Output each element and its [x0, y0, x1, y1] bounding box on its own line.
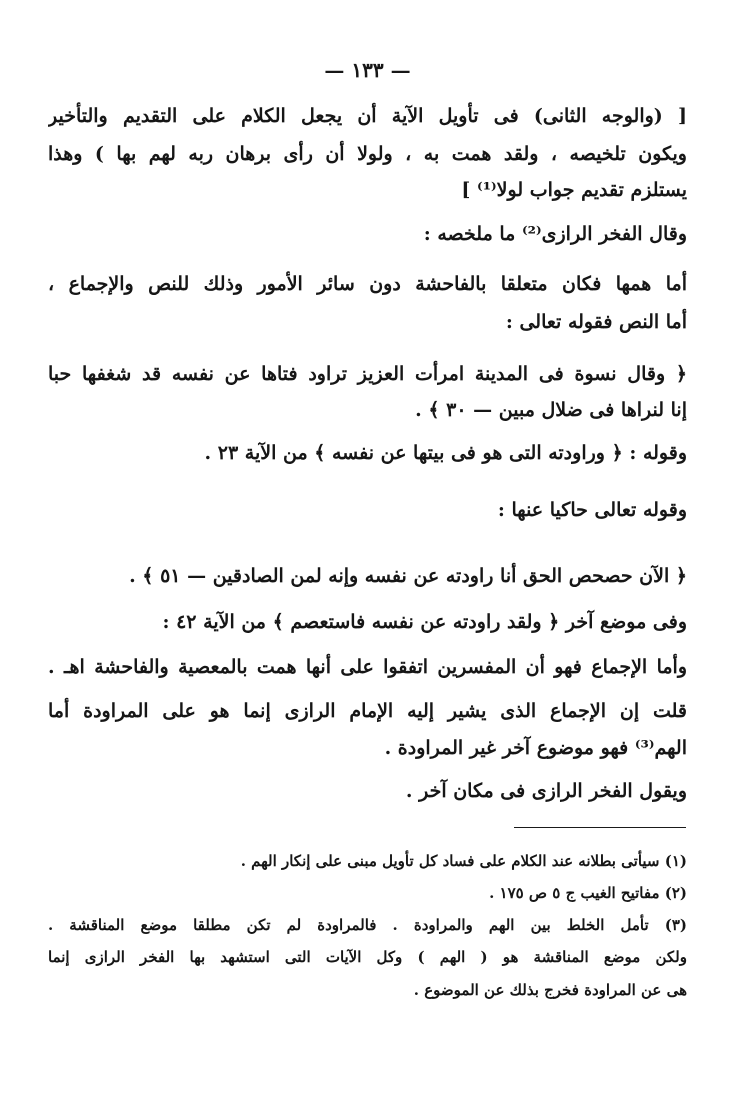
body-line-10: وقوله تعالى حاكيا عنها : — [497, 499, 687, 521]
body-line-13: وأما الإجماع فهو أن المفسرين اتفقوا على أنها همت بالمعصية والفاحشة اهـ . — [48, 656, 687, 678]
body-line-16: ويقول الفخر الرازى فى مكان آخر . — [405, 780, 687, 802]
body-line-12: وفى موضع آخر ﴿ ولقد راودته عن نفسه فاستعصم ﴾ من الآية ٤٢ : — [162, 611, 687, 633]
footnote-2: (٢) مفاتيح الغيب ج ٥ ص ١٧٥ . — [489, 884, 687, 902]
body-line-1: [ (والوجه الثانى) فى تأويل الآية أن يجعل الكلام على التقديم والتأخير — [48, 105, 687, 127]
page-number: — ١٣٣ — — [324, 58, 411, 82]
quran-quote-1b: إنا لنراها فى ضلال مبين — ٣٠ ﴾ . — [415, 399, 687, 421]
footnote-1: (١) سيأتى بطلانه عند الكلام على فساد كل تأويل مبنى على إنكار الهم . — [240, 852, 687, 870]
body-line-2: ويكون تلخيصه ، ولقد همت به ، ولولا أن رأى برهان ربه لهم بها ) وهذا — [48, 143, 687, 165]
body-line-6: أما النص فقوله تعالى : — [505, 311, 687, 333]
footnote-3c: هى عن المراودة فخرج بذلك عن الموضوع . — [413, 981, 687, 999]
body-line-5: أما همها فكان متعلقا بالفاحشة دون سائر الأمور وذلك للنص والإجماع ، — [48, 273, 687, 295]
body-line-9: وقوله : ﴿ وراودته التى هو فى بيتها عن نفسه ﴾ من الآية ٢٣ . — [204, 442, 687, 464]
body-line-14: قلت إن الإجماع الذى يشير إليه الإمام الرازى إنما هو على المراودة أما — [48, 700, 687, 722]
body-line-15: الهم⁽³⁾ فهو موضوع آخر غير المراودة . — [384, 737, 687, 759]
footnote-3b: ولكن موضع المناقشة هو ( الهم ) وكل الآيات التى استشهد بها الفخر الرازى إنما — [48, 948, 687, 966]
footnote-divider — [514, 827, 686, 828]
quran-quote-2: ﴿ الآن حصحص الحق أنا راودته عن نفسه وإنه لمن الصادقين — ٥١ ﴾ . — [129, 565, 687, 587]
body-line-4: وقال الفخر الرازى⁽²⁾ ما ملخصه : — [423, 223, 687, 245]
footnote-3a: (٣) تأمل الخلط بين الهم والمراودة . فالمراودة لم تكن مطلقا موضع المناقشة . — [48, 916, 687, 934]
quran-quote-1a: ﴿ وقال نسوة فى المدينة امرأت العزيز تراود فتاها عن نفسه قد شغفها حبا — [48, 363, 687, 385]
body-line-3: يستلزم تقديم جواب لولا⁽¹⁾ ] — [461, 179, 687, 201]
